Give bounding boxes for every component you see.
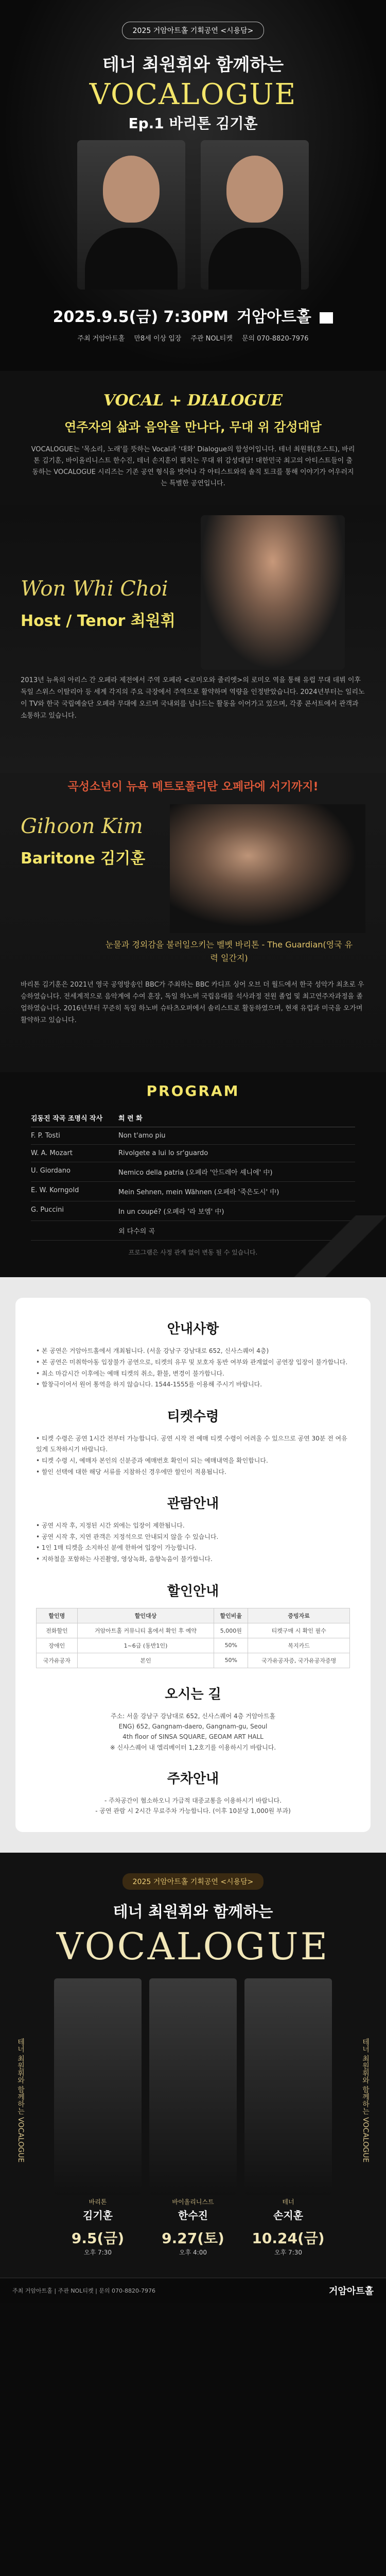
poster-artist-role: 테너 (282, 2198, 294, 2206)
program-row (31, 1162, 355, 1182)
poster-artist-card (149, 1978, 237, 2256)
discount-cell: 복지카드 (248, 1638, 350, 1653)
program-row (31, 1127, 355, 1145)
notice-card (15, 1298, 371, 1832)
poster-pill: 2025 거암아트홀 기획공연 <시용담> (122, 1873, 264, 1890)
intro-body: VOCALOGUE는 '목소리, 노래'를 뜻하는 Vocal과 '대화' Dialogue의 합성어입니다. 테너 최원휘(호스트), 바리톤 김기훈, 바이올리니스트 한수진, 테너 손지훈이 펼치는 무대 위 감성대담! 대한민국 최고의 아티스트들이 출동하는 VOCALOGUE 시리즈는 기존 공연 형식을 벗어나 각 아티스트와의 솔직 토크를 통해 이야기가 어우러지는 특별한 공연입니다. (31, 446, 355, 488)
poster-artist-card (54, 1978, 142, 2256)
poster-artist-role: 바리톤 (89, 2198, 107, 2206)
discount-row (37, 1653, 350, 1668)
location-block (36, 1711, 350, 1753)
program-piece: 외 다수의 곡 (118, 1228, 155, 1236)
poster-artist-grid (0, 1978, 386, 2256)
info-age: 만8세 이상 입장 (134, 335, 182, 343)
discount-header: 할인비율 (214, 1608, 248, 1623)
program-note: 프로그램은 사정 관계 없이 변동 될 수 있습니다. (128, 1249, 258, 1257)
discount-cell: 거암아트홀 커뮤니티 홈에서 확인 후 예약 (77, 1623, 214, 1638)
hero-episode: Ep.1 바리톤 김기훈 (128, 115, 258, 132)
poster-footer-logo: 거암아트홀 (329, 2286, 374, 2297)
intro-tag: VOCAL + DIALOGUE (103, 392, 283, 410)
info-row (0, 333, 386, 343)
discount-header-row (37, 1608, 350, 1623)
poster-artist-time: 오후 7:30 (274, 2248, 302, 2256)
poster-artist-label (149, 2197, 237, 2257)
program-composer: E. W. Korngold (31, 1187, 79, 1195)
ticket-item: • 티켓 수령 시, 예매자 본인의 신분증과 예매번호 확인이 되는 예매내역을 확인합니다. (36, 1455, 350, 1467)
guide-title: 안내사항 (167, 1321, 219, 1337)
baritone-bio: 바리톤 김기훈은 2021년 영국 공영방송인 BBC가 주최하는 BBC 카디프 싱어 오브 더 월드에서 한국 성악가 최초로 우승하였습니다. 전세계적으로 음악계에 수여 훈장, 독일 하노버 국립음대를 석사과정 전원 졸업 및 최고연주자과정을 졸업하였습니다. 2016년부터 꾸준히 독일 하노버 슈타츠오퍼에서 솔리스트로 활동하였으며, 현재 유럽과 미국을 오가며 활약하고 있습니다. (21, 981, 364, 1024)
discount-header: 할인명 (37, 1608, 78, 1623)
watch-item: • 공연 시작 후, 지정된 시간 외에는 입장이 제한됩니다. (36, 1520, 350, 1532)
venue-logo-icon (320, 312, 333, 324)
poster-artist-name: 김기훈 (83, 2209, 113, 2222)
program-composer (31, 1226, 118, 1235)
poster-artist-time: 오후 4:00 (179, 2248, 207, 2256)
poster-artist-label (54, 2197, 142, 2257)
poster-side-left: 테너 최원휘와 함께하는 VOCALOGUE (16, 2038, 25, 2163)
program-composer: G. Puccini (31, 1206, 64, 1214)
event-venue (237, 304, 333, 327)
poster-footer (0, 2278, 386, 2303)
program-head-composer: 김동진 작곡 조명식 작사 (31, 1115, 103, 1123)
date-venue-row (0, 304, 386, 327)
host-role: Host / Tenor 최원휘 (21, 612, 176, 631)
ticket-item: • 할인 선택에 대한 해당 서류를 지참하신 경우에만 할인이 적용됩니다. (36, 1467, 350, 1478)
watch-title: 관람안내 (167, 1496, 219, 1512)
poster-footer-info: 주최 거암아트홀 | 주관 NOL티켓 | 문의 070-8820-7976 (12, 2287, 155, 2295)
program-piece: Nemico della patria (오페라 '안드레아 셰니에' 中) (118, 1169, 273, 1177)
parking-title: 주차안내 (167, 1771, 219, 1787)
program-head-piece: 희 련 화 (118, 1115, 143, 1123)
watch-list (36, 1520, 350, 1565)
piano-decoration-icon (293, 1215, 386, 1277)
guide-item: • 합창극이어서 원어 통역을 하지 않습니다. 1544-1555를 이용해 주시기 바랍니다. (36, 1379, 350, 1391)
info-phone: 문의 070-8820-7976 (241, 335, 309, 343)
discount-cell: 국가유공자 (37, 1653, 78, 1668)
discount-cell: 티켓구매 시 확인 필수 (248, 1623, 350, 1638)
discount-cell: 50% (214, 1638, 248, 1653)
program-row (31, 1182, 355, 1201)
program-section (0, 1072, 386, 1277)
hero-title: 테너 최원휘와 함께하는 (102, 55, 284, 75)
hero-brand: VOCALOGUE (89, 78, 297, 111)
discount-cell: 국가유공자증, 국가유공자증명 (248, 1653, 350, 1668)
event-venue-label: 거암아트홀 (236, 308, 311, 326)
poster-artist-name: 한수진 (178, 2209, 208, 2222)
program-header (31, 1109, 355, 1127)
hero-section (0, 0, 386, 371)
program-composer: F. P. Tosti (31, 1132, 60, 1140)
portrait-tenor (77, 140, 185, 290)
info-host: 주최 거암아트홀 (77, 335, 125, 343)
host-signature: Won Whi Choi (21, 577, 168, 601)
baritone-signature: Gihoon Kim (21, 815, 143, 839)
guide-item: • 본 공연은 거암아트홀에서 개최됩니다. (서울 강남구 강남대로 652, 신사스퀘어 4층) (36, 1346, 350, 1357)
artist-baritone-section (0, 804, 386, 1072)
hero-portraits (0, 140, 386, 295)
discount-cell: 50% (214, 1653, 248, 1668)
guide-item: • 최소 마감시간 이후에는 예매 티켓의 취소, 환불, 변경이 불가합니다. (36, 1368, 350, 1380)
discount-header: 증빙자료 (248, 1608, 350, 1623)
poster-artist-date: 9.27(토) (162, 2229, 224, 2247)
location-line: ENG) 652, Gangnam-daero, Gangnam-gu, Seoul (118, 1722, 268, 1730)
discount-cell: 1~6급 (동반1인) (77, 1638, 214, 1653)
program-piece: Mein Sehnen, mein Wähnen (오페라 '죽은도시' 中) (118, 1189, 279, 1197)
discount-cell: 본인 (77, 1653, 214, 1668)
host-bio: 2013년 뉴욕의 아리스 간 오페라 제전에서 주역 오페라 <로미오와 줄리엣>의 로미오 역을 통해 유럽 무대 데뷔 이후 독일 스위스 이탈리아 등 세계 각지의 주요 극장에서 주역으로 활약하며 역량을 인정받았습니다. 2024년부터는 일리노이 TV와 한국 국립예술단 오페라 무대에 오르며 국내외를 넘나드는 활동을 이어가고 있으며, 각종 콘서트에서 관객과 소통하고 있습니다. (21, 676, 365, 720)
poster-artist-label (244, 2197, 332, 2257)
parking-block (36, 1795, 350, 1817)
intro-section (0, 371, 386, 505)
discount-header: 할인대상 (77, 1608, 214, 1623)
poster-artist-name: 손지훈 (273, 2209, 303, 2222)
baritone-quote: 눈물과 경외감을 불러일으키는 벨벳 바리톤 - The Guardian(영국 유력 일간지) (105, 940, 353, 963)
poster-artist-time: 오후 7:30 (84, 2248, 112, 2256)
watch-item: • 공연 시작 후, 지연 관객은 지정석으로 안내되지 않을 수 있습니다. (36, 1532, 350, 1543)
discount-cell: 장애인 (37, 1638, 78, 1653)
ticket-item: • 티켓 수령은 공연 1시간 전부터 가능합니다. 공연 시작 전 예매 티켓 수령이 어려울 수 있으므로 공연 30분 전 여유있게 도착하시기 바랍니다. (36, 1433, 350, 1455)
poster-artist-role: 바이올리니스트 (172, 2198, 214, 2206)
location-line: ※ 신사스퀘어 내 엘리베이터 1,2호기를 이용하시기 바랍니다. (110, 1743, 276, 1751)
poster-artist-date: 10.24(금) (252, 2229, 325, 2247)
watch-item: • 1인 1매 티켓을 소지하신 분에 한하여 입장이 가능합니다. (36, 1543, 350, 1554)
notice-section (0, 1277, 386, 1852)
location-line: 4th floor of SINSA SQUARE, GEOAM ART HALL (122, 1733, 264, 1741)
baritone-photo (170, 804, 365, 933)
location-title: 오시는 길 (165, 1686, 221, 1702)
program-piece: Rivolgete a lui lo sr'guardo (118, 1149, 208, 1158)
discount-row (37, 1623, 350, 1638)
baritone-role: Baritone 김기훈 (21, 850, 146, 868)
discount-title: 할인안내 (167, 1583, 219, 1599)
poster-section (0, 1853, 386, 2303)
parking-line: - 주차공간이 협소하오니 가급적 대중교통을 이용하시기 바랍니다. (104, 1797, 282, 1805)
artist-host-section (0, 505, 386, 773)
program-piece: Non t'amo piu (118, 1132, 166, 1140)
poster-brand: VOCALOGUE (56, 1924, 330, 1968)
discount-table (36, 1608, 350, 1668)
ticket-title: 티켓수령 (167, 1409, 219, 1425)
ticket-list (36, 1433, 350, 1478)
discount-row (37, 1638, 350, 1653)
poster-artist-date: 9.5(금) (71, 2229, 125, 2247)
guide-item: • 본 공연은 미취학아동 입장불가 공연으로, 티켓의 유무 및 보호자 동반 여부와 관계없이 공연장 입장이 불가합니다. (36, 1357, 350, 1368)
program-piece: In un coupé? (오페라 '라 보엠' 中) (118, 1208, 224, 1216)
story-banner: 곡성소년이 뉴욕 메트로폴리탄 오페라에 서기까지! (0, 773, 386, 804)
discount-cell: 5,000원 (214, 1623, 248, 1638)
watch-item: • 지하철을 포함하는 사진촬영, 영상녹화, 음향녹음이 불가합니다. (36, 1554, 350, 1565)
program-composer: W. A. Mozart (31, 1149, 73, 1158)
guide-list (36, 1346, 350, 1390)
host-photo (201, 515, 345, 670)
program-row (31, 1145, 355, 1162)
program-title: PROGRAM (146, 1082, 240, 1100)
location-line: 주소: 서울 강남구 강남대로 652, 신사스퀘어 4층 거암아트홀 (110, 1712, 276, 1720)
poster-artist-card (244, 1978, 332, 2256)
series-pill: 2025 거암아트홀 기획공연 <시용담> (122, 22, 265, 39)
portrait-baritone (201, 140, 309, 290)
intro-headline: 연주자의 삶과 음악을 만나다, 무대 위 감성대담 (64, 420, 322, 434)
discount-cell: 전화할인 (37, 1623, 78, 1638)
poster-subtitle: 테너 최원휘와 함께하는 (113, 1903, 273, 1921)
parking-line: - 공연 관람 시 2시간 무료주차 가능합니다. (이후 10분당 1,000원 부과) (95, 1807, 291, 1815)
info-organizer: 주관 NOL티켓 (190, 335, 233, 343)
program-composer: U. Giordano (31, 1167, 71, 1175)
event-date: 2025.9.5(금) 7:30PM (52, 308, 229, 326)
poster-side-right: 테너 최원휘와 함께하는 VOCALOGUE (361, 2038, 370, 2163)
